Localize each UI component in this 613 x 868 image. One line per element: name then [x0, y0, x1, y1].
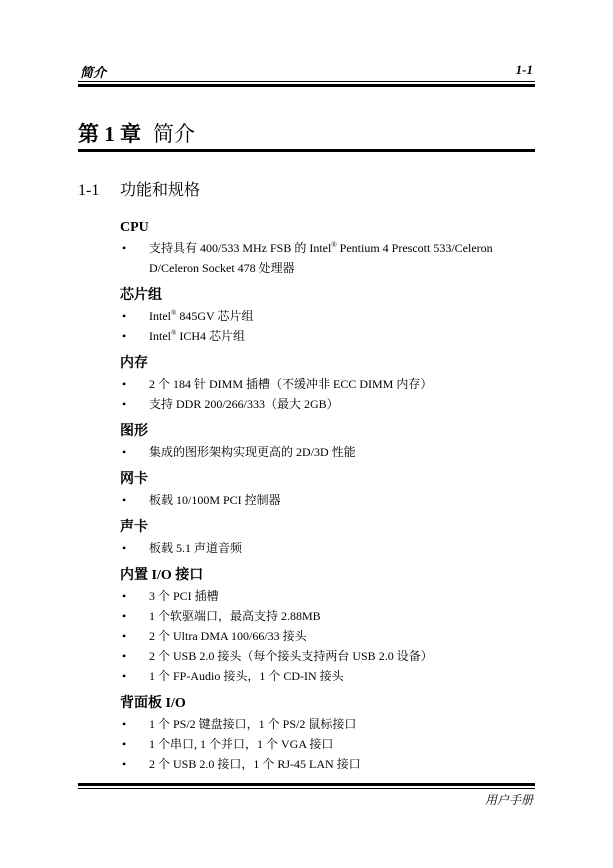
list-item	[120, 442, 540, 462]
list-item-text: 2 个 Ultra DMA 100/66/33 接头	[149, 629, 307, 643]
bullet-icon: •	[122, 669, 127, 683]
chapter-heading	[78, 118, 195, 148]
spec-group-title: 声卡	[120, 520, 148, 535]
chapter-rule	[78, 149, 535, 152]
list-item-text: 支持 DDR 200/266/333（最大 2GB）	[149, 397, 339, 411]
header-rule-thick	[78, 84, 535, 87]
list-item-text: 1 个 PS/2 键盘接口，1 个 PS/2 鼠标接口	[149, 717, 357, 731]
list-item-text-continued: Pentium 4 Prescott 533/Celeron D/Celeron Socket 478 处理器	[149, 241, 493, 275]
spec-group	[120, 694, 540, 774]
bullet-icon: •	[122, 445, 127, 459]
list-item	[120, 538, 540, 558]
list-item	[120, 490, 540, 510]
header-rule-thin	[78, 81, 535, 82]
list-item	[120, 734, 540, 754]
bullet-icon: •	[122, 541, 127, 555]
running-header-page-number: 1-1	[515, 62, 533, 77]
spec-list	[120, 218, 540, 774]
list-item	[120, 606, 540, 626]
spec-group-title: 网卡	[120, 472, 148, 487]
bullet-icon: •	[122, 589, 127, 603]
bullet-list	[120, 442, 540, 462]
list-item	[120, 754, 540, 774]
registered-mark: ®	[331, 241, 337, 249]
footer-rule-thick	[78, 783, 535, 786]
spec-group	[120, 422, 540, 462]
list-item-text: Intel	[149, 329, 171, 343]
list-item	[120, 306, 540, 326]
list-item-text: 1 个串口, 1 个并口，1 个 VGA 接口	[149, 737, 334, 751]
list-item-text: 2 个 USB 2.0 接头（每个接头支持两台 USB 2.0 设备）	[149, 649, 433, 663]
list-item-text: 2 个 184 针 DIMM 插槽（不缓冲非 ECC DIMM 内存）	[149, 377, 433, 391]
registered-mark: ®	[171, 329, 177, 337]
bullet-icon: •	[122, 629, 127, 643]
spec-group-title: 图形	[120, 424, 148, 439]
spec-group-title: 背面板 I/O	[120, 696, 186, 711]
section-heading	[78, 177, 200, 200]
spec-group-title: CPU	[120, 220, 149, 235]
list-item-text: 板载 10/100M PCI 控制器	[149, 493, 281, 507]
list-item	[120, 586, 540, 606]
bullet-icon: •	[122, 649, 127, 663]
list-item-text: 支持具有 400/533 MHz FSB 的 Intel	[149, 241, 332, 255]
list-item-text: Intel	[149, 309, 171, 323]
list-item-text: 集成的图形架构实现更高的 2D/3D 性能	[149, 445, 356, 459]
bullet-icon: •	[122, 493, 127, 507]
chapter-number: 第 1 章	[78, 122, 141, 146]
footer-title: 用户手册	[484, 793, 533, 807]
list-item	[120, 666, 540, 686]
spec-group	[120, 354, 540, 414]
list-item	[120, 626, 540, 646]
list-item	[120, 326, 540, 346]
bullet-icon: •	[122, 309, 127, 323]
bullet-list	[120, 238, 540, 278]
list-item	[120, 646, 540, 666]
list-item	[120, 394, 540, 414]
bullet-list	[120, 306, 540, 346]
bullet-list	[120, 490, 540, 510]
bullet-icon: •	[122, 757, 127, 771]
spec-group	[120, 470, 540, 510]
bullet-icon: •	[122, 377, 127, 391]
section-number: 1-1	[78, 182, 100, 199]
list-item-text: 板载 5.1 声道音频	[149, 541, 243, 555]
list-item	[120, 714, 540, 734]
bullet-icon: •	[122, 397, 127, 411]
bullet-icon: •	[122, 609, 127, 623]
footer-rule-thin	[78, 788, 535, 789]
list-item-text: 1 个软驱端口，最高支持 2.88MB	[149, 609, 321, 623]
list-item-text-continued: ICH4 芯片组	[176, 329, 245, 343]
bullet-icon: •	[122, 737, 127, 751]
spec-group	[120, 286, 540, 346]
chapter-title: 简介	[153, 122, 195, 146]
running-header-left: 简介	[80, 65, 107, 80]
list-item-text: 2 个 USB 2.0 接口，1 个 RJ-45 LAN 接口	[149, 757, 361, 771]
bullet-icon: •	[122, 241, 127, 255]
spec-group-title: 内存	[120, 356, 148, 371]
bullet-list	[120, 586, 540, 686]
list-item-text: 1 个 FP-Audio 接头，1 个 CD-IN 接头	[149, 669, 344, 683]
list-item-text-continued: 845GV 芯片组	[176, 309, 254, 323]
section-title: 功能和规格	[120, 182, 201, 199]
bullet-icon: •	[122, 329, 127, 343]
list-item	[120, 238, 540, 278]
spec-group-title: 芯片组	[120, 288, 162, 303]
registered-mark: ®	[171, 309, 177, 317]
spec-group	[120, 566, 540, 686]
spec-group	[120, 218, 540, 278]
bullet-list	[120, 538, 540, 558]
list-item-text: 3 个 PCI 插槽	[149, 589, 219, 603]
spec-group	[120, 518, 540, 558]
spec-group-title: 内置 I/O 接口	[120, 568, 204, 583]
bullet-list	[120, 374, 540, 414]
bullet-list	[120, 714, 540, 774]
list-item	[120, 374, 540, 394]
bullet-icon: •	[122, 717, 127, 731]
